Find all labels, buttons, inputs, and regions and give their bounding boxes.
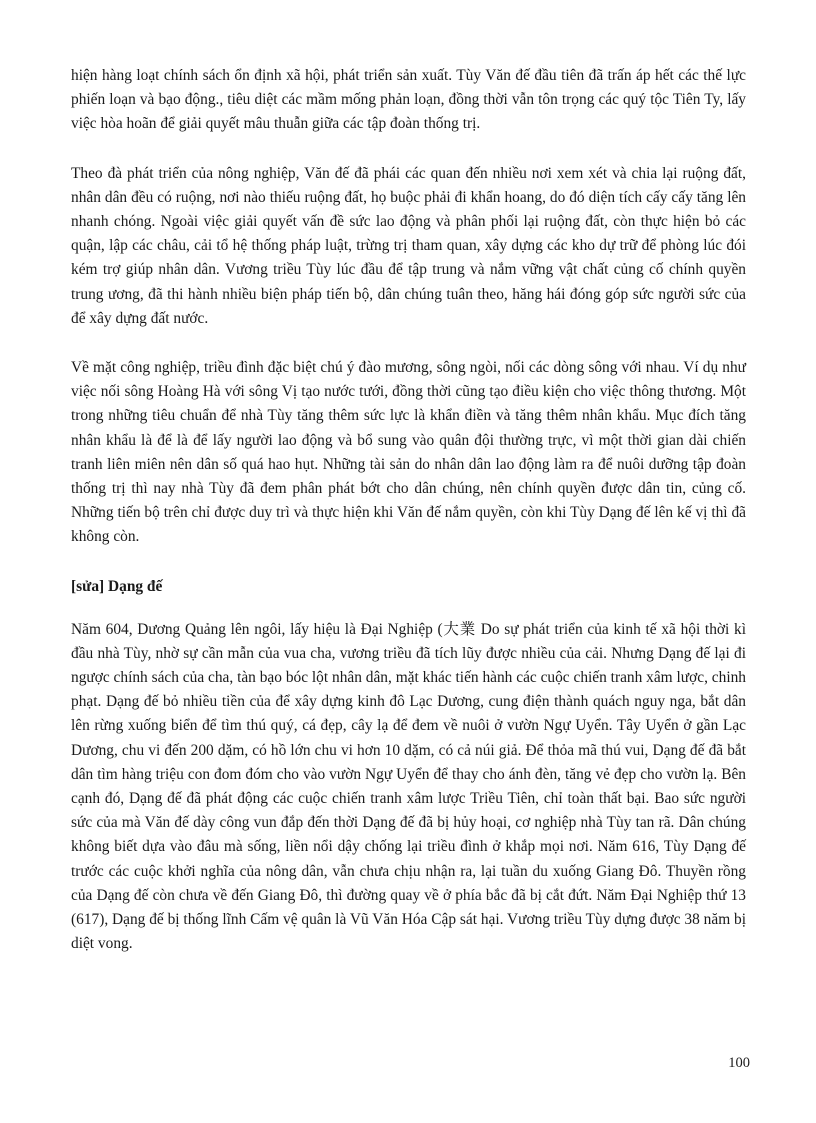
document-page bbox=[71, 64, 746, 982]
paragraph-dang-de: Năm 604, Dương Quảng lên ngôi, lấy hiệu là Đại Nghiệp (大業 Do sự phát triển của kinh tế xã hội thời kì đầu nhà Tùy, nhờ sự cần mẫn của vua cha, vương triều đã tích lũy được nhiều của cải. Nhưng Dạng đế lại đi ngược chính sách của cha, tàn bạo bóc lột nhân dân, mặt khác tiến hành các cuộc chiến tranh xâm lược, chinh phạt. Dạng đế bỏ nhiều tiền của để xây dựng kinh đô Lạc Dương, cung điện thành quách nguy nga, bắt dân lên rừng xuống biển để tìm thú quý, cá đẹp, cây lạ để đem về nuôi ở vườn Ngự Uyển. Tây Uyển ở gần Lạc Dương, chu vi đến 200 dặm, có hồ lớn chu vi hơn 10 dặm, có cả núi giả. Để thỏa mã thú vui, Dạng đế đã bắt dân tìm hàng triệu con đom đóm cho vào vườn Ngự Uyển để thay cho ánh đèn, tăng vẻ đẹp cho vườn lạ. Bên cạnh đó, Dạng đế đã phát động các cuộc chiến tranh xâm lược Triều Tiên, chỉ toàn thất bại. Bao sức người sức của mà Văn đế dày công vun đắp đến thời Dạng đế đã bị hủy hoại, cơ nghiệp nhà Tùy tan rã. Dân chúng không biết dựa vào đâu mà sống, liền nổi dậy chống lại triều đình ở khắp mọi nơi. Năm 616, Tùy Dạng đế trước các cuộc khởi nghĩa của nông dân, vẫn chưa chịu nhận ra, lại tuần du xuống Giang Đô. Thuyền rồng của Dạng đế còn chưa về đến Giang Đô, thì đường quay về ở phía bắc đã bị cắt đứt. Năm Đại Nghiệp thứ 13 (617), Dạng đế bị thống lĩnh Cấm vệ quân là Vũ Văn Hóa Cập sát hại. Vương triều Tùy dựng được 38 năm bị diệt vong. bbox=[71, 620, 746, 953]
section-heading-dang-de: [sửa] Dạng đế bbox=[71, 577, 163, 595]
paragraph-industry: Về mặt công nghiệp, triều đình đặc biệt chú ý đào mương, sông ngòi, nối các dòng sông với nhau. Ví dụ như việc nối sông Hoàng Hà với sông Vị tạo nước tưới, đồng thời cũng tạo điều kiện cho việc thông thương. Một trong những tiêu chuẩn để nhà Tùy tăng thêm sức lực là khẩn điền và tăng thêm nhân khẩu. Mục đích tăng nhân khẩu là để là để lấy người lao động và bổ sung vào quân đội thường trực, vì một thời gian dài chiến tranh liên miên nên dân số quá hao hụt. Những tài sản do nhân dân lao động làm ra để nuôi dưỡng tập đoàn thống trị thì nay nhà Tùy đã đem phân phát bớt cho dân chúng, nên chính quyền được dân tin, củng cố. Những tiến bộ trên chỉ được duy trì và thực hiện khi Văn đế nắm quyền, còn khi Tùy Dạng đế lên kế vị thì đã không còn. bbox=[71, 359, 746, 546]
paragraph-agriculture: Theo đà phát triển của nông nghiệp, Văn đế đã phái các quan đến nhiều nơi xem xét và chia lại ruộng đất, nhân dân đều có ruộng, nơi nào thiếu ruộng đất, họ buộc phải đi khẩn hoang, do đó diện tích cấy cấy tăng lên nhanh chóng. Ngoài việc giải quyết vấn đề sức lao động và phân phối lại ruộng đất, còn thực hiện bỏ các quận, lập các châu, cải tổ hệ thống pháp luật, trừng trị tham quan, xây dựng các kho dự trữ để phòng lúc đói kém trợ giúp nhân dân. Vương triều Tùy lúc đầu để tập trung và nắm vững vật chất củng cố chính quyền trung ương, đã thi hành nhiều biện pháp tiến bộ, dân chúng tuân theo, hăng hái đóng góp sức người sức của để xây dựng đất nước. bbox=[71, 164, 746, 327]
page-number: 100 bbox=[728, 1055, 750, 1071]
paragraph-social-policy: hiện hàng loạt chính sách ổn định xã hội, phát triển sản xuất. Tùy Văn đế đầu tiên đã trấn áp hết các thế lực phiến loạn và bạo động., tiêu diệt các mầm mống phản loạn, đồng thời vẫn tôn trọng các quý tộc Tiên Ty, lấy việc hòa hoãn để giải quyết mâu thuẫn giữa các tập đoàn thống trị. bbox=[71, 67, 746, 133]
